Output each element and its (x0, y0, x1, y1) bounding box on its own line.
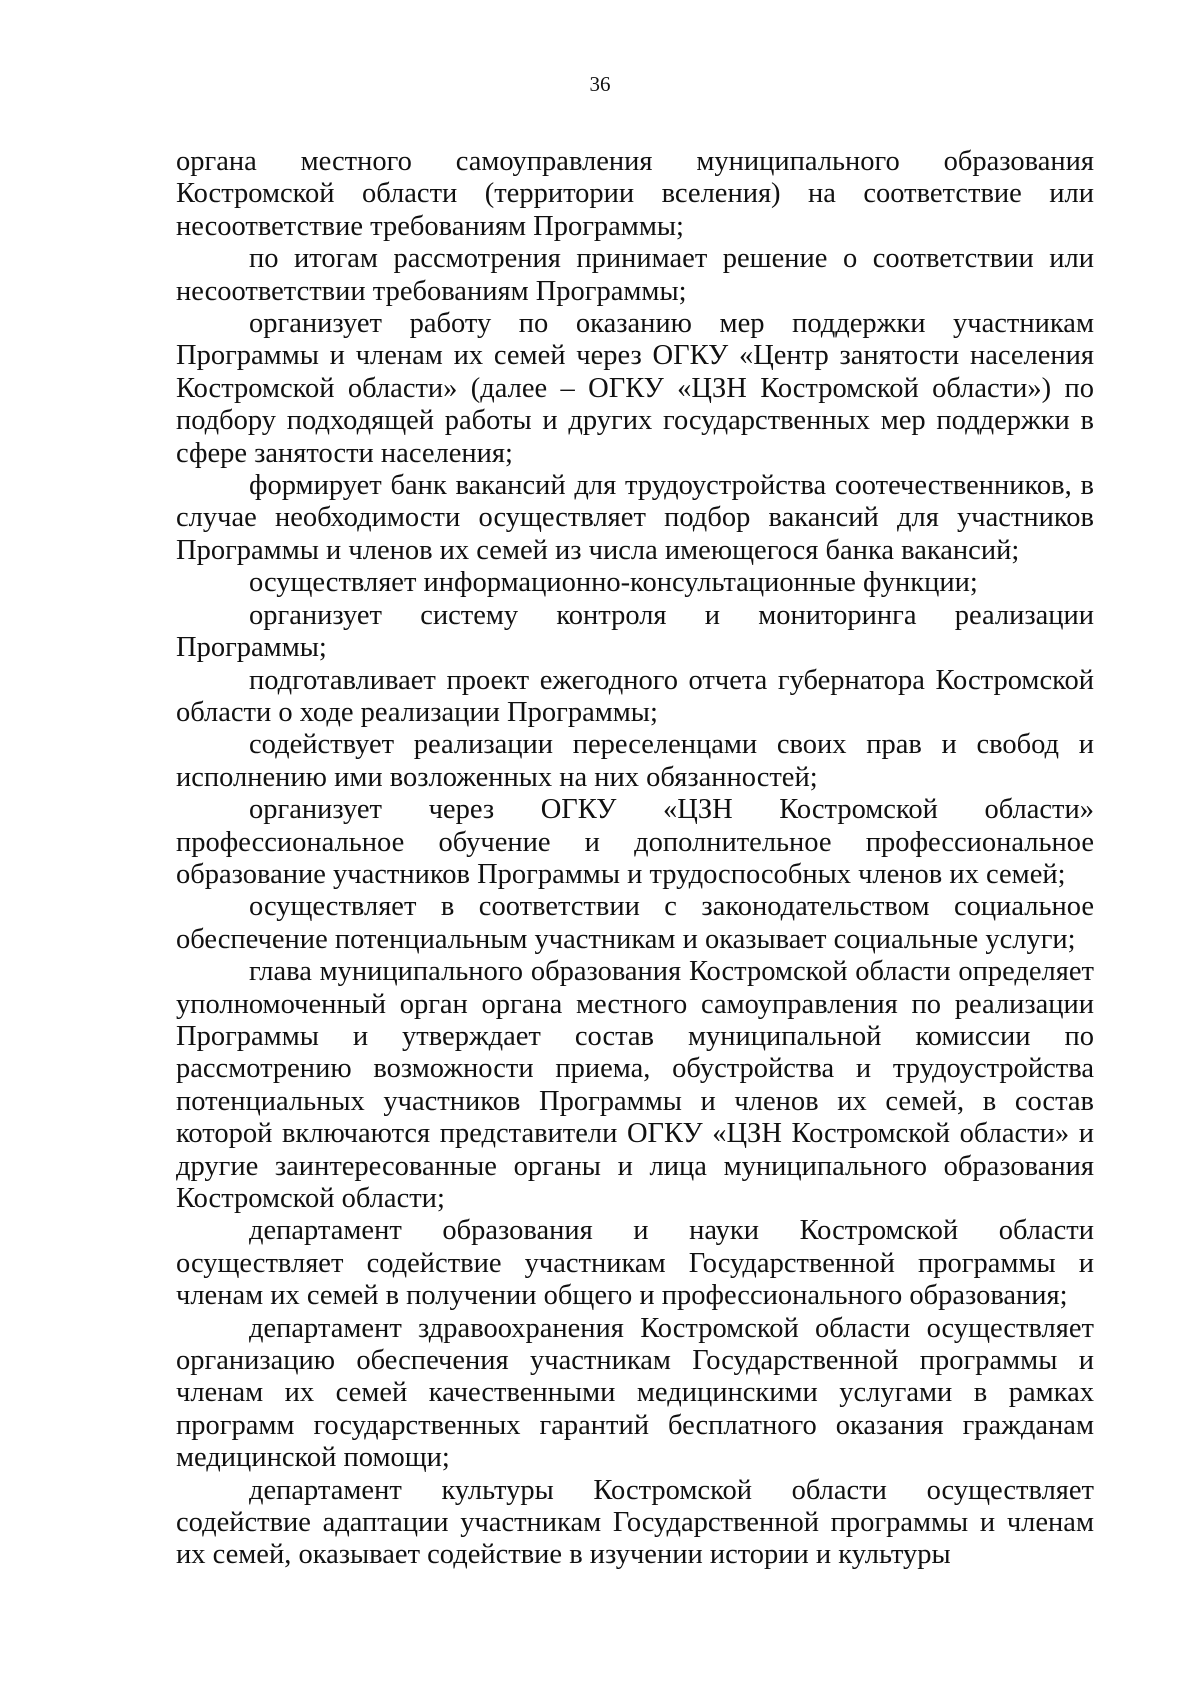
paragraph: организует систему контроля и мониторинга реализации Программы; (176, 599, 1094, 664)
paragraph: по итогам рассмотрения принимает решение о соответствии или несоответствии требованиям Программы; (176, 243, 1094, 307)
page-number: 36 (589, 72, 611, 96)
paragraph-continuation: органа местного самоуправления муниципального образования Костромской области (территории вселения) на соответствие или несоответствие требованиям Программы; (176, 146, 1094, 242)
paragraph: осуществляет в соответствии с законодательством социальное обеспечение потенциальным участникам и оказывает социальные услуги; (176, 891, 1094, 955)
paragraph: подготавливает проект ежегодного отчета губернатора Костромской области о ходе реализации Программы; (176, 664, 1094, 728)
paragraph-last: департамент культуры Костромской области осуществляет содействие адаптации участникам Государственной программы и членам их семей, оказывает содействие в изучении истории и культуры (176, 1474, 1094, 1571)
paragraph: департамент образования и науки Костромской области осуществляет содействие участникам Государственной программы и членам их семей в получении общего и профессионального образования; (176, 1215, 1094, 1312)
paragraph: департамент здравоохранения Костромской области осуществляет организацию обеспечения участникам Государственной программы и членам их семей качественными медицинскими услугами в рамках программ государственных гарантий бесплатного оказания гражданам медицинской помощи; (176, 1312, 1094, 1474)
paragraph: осуществляет информационно-консультационные функции; (249, 567, 978, 599)
paragraph: содействует реализации переселенцами своих прав и свобод и исполнению ими возложенных на них обязанностей; (176, 729, 1094, 793)
paragraph: организует работу по оказанию мер поддержки участникам Программы и членам их семей через ОГКУ «Центр занятости населения Костромской области» (далее – ОГКУ «ЦЗН Костромской области») по подбору подходящей работы и других государственных мер поддержки в сфере занятости населения; (176, 308, 1094, 469)
paragraph: глава муниципального образования Костромской области определяет уполномоченный орган органа местного самоуправления по реализации Программы и утверждает состав муниципальной комиссии по рассмотрению возможности приема, обустройства и трудоустройства потенциальных участников Программы и членов их семей, в состав которой включаются представители ОГКУ «ЦЗН Костромской области» и другие заинтересованные органы и лица муниципального образования Костромской области; (176, 956, 1094, 1214)
paragraph: формирует банк вакансий для трудоустройства соотечественников, в случае необходимости осуществляет подбор вакансий для участников Программы и членов их семей из числа имеющегося банка вакансий; (176, 470, 1094, 566)
paragraph: организует через ОГКУ «ЦЗН Костромской области» профессиональное обучение и дополнительное профессиональное образование участников Программы и трудоспособных членов их семей; (176, 794, 1094, 890)
document-body (176, 146, 1094, 1572)
